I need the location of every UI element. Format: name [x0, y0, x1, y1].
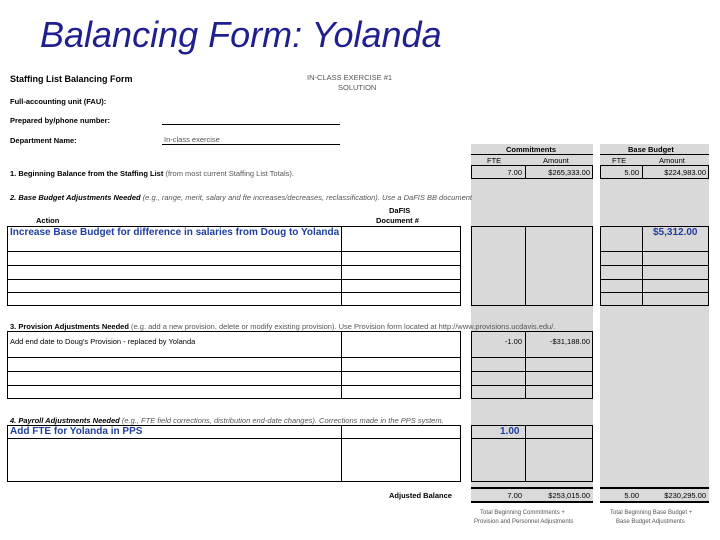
section3-commit-row-line: [471, 385, 593, 386]
prepared-label: Prepared by/phone number:: [10, 116, 111, 125]
section4-row-line: [7, 438, 461, 439]
totals-commit-amount: $253,015.00: [548, 491, 590, 500]
section3-row-line: [7, 385, 461, 386]
commit-amount-header: Amount: [543, 156, 569, 165]
section4-commit-row-line: [471, 438, 593, 439]
section4-dafis-divider: [341, 425, 342, 482]
section2-base-table: [600, 226, 709, 306]
action-header: Action: [36, 216, 60, 225]
section2-base-row-line: [600, 265, 709, 266]
base-fte-header: FTE: [612, 156, 627, 165]
section4-commit-divider: [525, 425, 526, 482]
section2-commit-divider: [525, 226, 526, 306]
totals-base-fte: 5.00: [624, 491, 639, 500]
section4-row1-fte: 1.00: [500, 426, 520, 437]
form-title: Staffing List Balancing Form: [10, 74, 133, 84]
section3-row-line: [7, 357, 461, 358]
section2-title: 2. Base Budget Adjustments Needed: [10, 193, 141, 202]
department-line: [162, 144, 340, 145]
section2-base-row-line: [600, 279, 709, 280]
section2-row-line: [7, 292, 461, 293]
section2-note: (e.g., range, merit, salary and fte increases/decreases, reclassification). Use a DaFIS BB document: [142, 193, 472, 202]
totals-base-top-rule: [600, 487, 709, 489]
section2-row1-text: Increase Base Budget for difference in salaries from Doug to Yolanda: [10, 227, 340, 238]
section3-row1-amount: -$31,188.00: [549, 337, 590, 346]
section3-label: [10, 322, 555, 331]
dafis-header-2: Document #: [376, 216, 419, 225]
commitments-header: Commitments: [506, 145, 557, 154]
section3-row1-text: Add end date to Doug's Provision - replaced by Yolanda: [10, 337, 196, 346]
section4-label: [10, 416, 444, 425]
section1-commit-amount: $265,333.00: [548, 168, 590, 177]
section2-row-line: [7, 265, 461, 266]
section3-row1-fte: -1.00: [504, 337, 522, 346]
section2-row-line: [7, 251, 461, 252]
section4-title: 4. Payroll Adjustments Needed: [10, 416, 120, 425]
prepared-line: [162, 124, 340, 125]
totals-base-bottom-rule: [600, 501, 709, 503]
section3-commit-divider: [525, 331, 526, 399]
section2-dafis-divider: [341, 226, 342, 306]
section2-base-row-line: [600, 251, 709, 252]
section1-base-fte: 5.00: [624, 168, 639, 177]
totals-commit-bottom-rule: [471, 501, 593, 503]
base-budget-header-rule: [600, 154, 709, 155]
section1-label: [10, 169, 294, 178]
section3-note: (e.g. add a new provision, delete or modify existing provision). Use Provision form located at http://www.provisions.ucdavis.edu/.: [131, 322, 556, 331]
fau-label: Full-accounting unit (FAU):: [10, 97, 107, 106]
section3-row-line: [7, 371, 461, 372]
exercise-label: IN-CLASS EXERCISE #1: [307, 73, 393, 82]
section2-row-line: [7, 279, 461, 280]
section4-commit-table: [471, 425, 593, 482]
section3-commit-row-line: [471, 357, 593, 358]
section2-left-table: [7, 226, 461, 306]
base-budget-column-bg: [600, 144, 709, 502]
commit-fte-header: FTE: [487, 156, 502, 165]
commitments-header-rule: [471, 154, 593, 155]
totals-base-note-1: Total Beginning Base Budget +: [610, 510, 693, 516]
department-label: Department Name:: [10, 136, 77, 145]
totals-commit-note-2: Provision and Personnel Adjustments: [474, 519, 574, 525]
section1-commit-divider: [525, 165, 526, 179]
section2-label: [10, 193, 472, 202]
slide-title: Balancing Form: Yolanda: [40, 14, 442, 55]
totals-commit-top-rule: [471, 487, 593, 489]
section3-commit-row-line: [471, 371, 593, 372]
totals-commit-note-1: Total Beginning Commitments +: [480, 510, 565, 516]
totals-base-note-2: Base Budget Adjustments: [616, 519, 685, 525]
section4-row1-text: Add FTE for Yolanda in PPS: [10, 426, 143, 437]
department-value: In-class exercise: [164, 135, 220, 144]
dafis-header-1: DaFIS: [389, 206, 411, 215]
section3-title: 3. Provision Adjustments Needed: [10, 322, 129, 331]
section1-title: 1. Beginning Balance from the Staffing List: [10, 169, 164, 178]
section3-dafis-divider: [341, 331, 342, 399]
base-amount-header: Amount: [659, 156, 685, 165]
section1-commit-fte: 7.00: [507, 168, 522, 177]
adjusted-balance-label: Adjusted Balance: [389, 491, 452, 500]
section1-note: (from most current Staffing List Totals).: [165, 169, 294, 178]
section2-row1-base-amount: $5,312.00: [653, 227, 698, 238]
section2-base-divider: [642, 226, 643, 306]
section2-base-row-line: [600, 292, 709, 293]
totals-commit-fte: 7.00: [507, 491, 522, 500]
section1-base-amount: $224,983.00: [664, 168, 706, 177]
base-budget-header: Base Budget: [628, 145, 674, 154]
section2-commit-table: [471, 226, 593, 306]
totals-base-amount: $230,295.00: [664, 491, 706, 500]
section4-note: (e.g., FTE field corrections, distribution end-date changes). Corrections made in the PPS system.: [121, 416, 444, 425]
section1-base-divider: [642, 165, 643, 179]
solution-label: SOLUTION: [338, 83, 377, 92]
